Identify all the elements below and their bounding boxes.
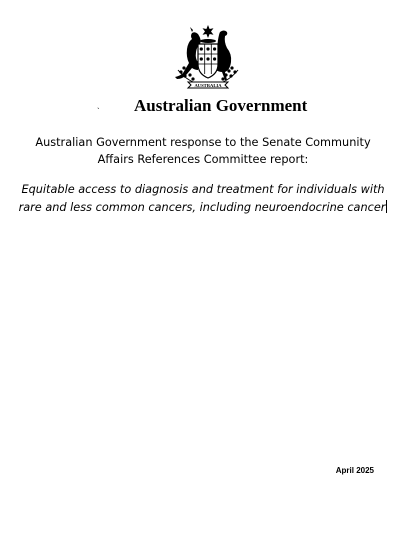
commonwealth-coat-of-arms-icon [168, 24, 248, 92]
response-heading: Australian Government response to the Senate Community Affairs References Committee report: [35, 136, 371, 166]
stray-mark: ` [97, 107, 100, 116]
report-title-text: Equitable access to diagnosis and treatment for individuals with rare and less common cancers, including neuroendocrine cancer [18, 183, 386, 214]
text-cursor [386, 200, 387, 213]
crest-motto: AUSTRALIA [194, 83, 222, 89]
report-title[interactable] [16, 181, 390, 217]
publication-date: April 2025 [335, 466, 374, 475]
government-name: Australian Government [134, 96, 308, 115]
